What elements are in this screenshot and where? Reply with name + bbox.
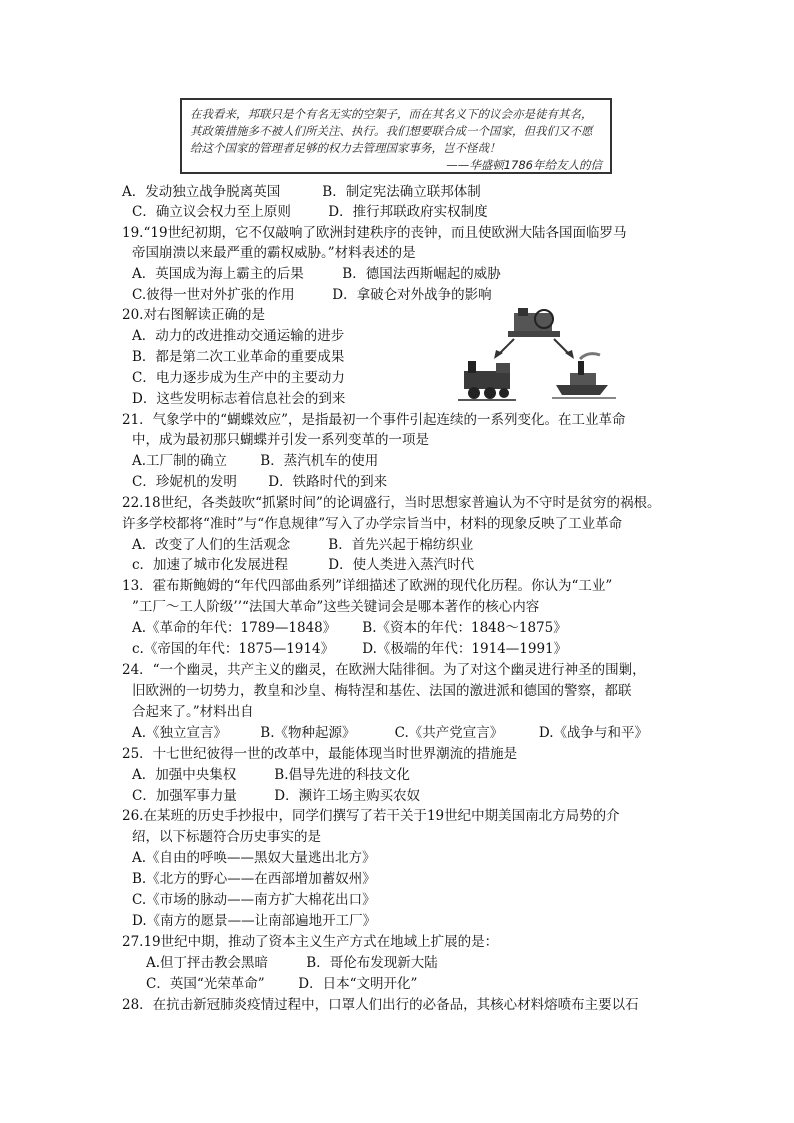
q22-option-d[interactable]: D．使人类进入蒸汽时代 — [328, 557, 475, 573]
arrow-right-icon — [554, 339, 574, 359]
q25-row2 — [132, 786, 420, 806]
q20-option-c[interactable]: C．电力逐步成为生产中的主要动力 — [132, 370, 345, 386]
q26-option-a[interactable]: A.《自由的呼唤——黑奴大量逃出北方》 — [132, 850, 376, 866]
q18-option-b[interactable]: B．制定宪法确立联邦体制 — [322, 184, 481, 200]
q26-stem-line1: 26.在某班的历史手抄报中，同学们撰写了若干关于19世纪中期美国南北方局势的介 — [122, 808, 620, 824]
q27-option-b[interactable]: B．哥伦布发现新大陆 — [306, 955, 438, 971]
q28-stem: 28．在抗击新冠肺炎疫情过程中，口罩人们出行的必备品，其核心材料熔喷布主要以石 — [122, 997, 639, 1013]
q25-stem: 25．十七世纪彼得一世的改革中，最能体现当时世界潮流的措施是 — [122, 746, 518, 762]
q21-option-b[interactable]: B．蒸汽机车的使用 — [260, 453, 379, 469]
q22-stem-line2: 许多学校都将“准时”与“作息规律”写入了办学宗旨当中，材料的现象反映了工业革命 — [122, 516, 623, 532]
q20-figure — [458, 305, 618, 405]
top-machine-icon — [508, 308, 560, 337]
q21-option-a[interactable]: A.工厂制的确立 — [132, 453, 228, 469]
q19-option-a[interactable]: A．英国成为海上霸主的后果 — [132, 266, 304, 282]
q26-option-d[interactable]: D.《南方的愿景——让南部遍地开工厂》 — [132, 913, 377, 929]
q25-option-c[interactable]: C．加强军事力量 — [132, 788, 237, 804]
q23-row2 — [132, 639, 567, 659]
q24-option-d[interactable]: D.《战争与和平》 — [538, 725, 649, 741]
quote-source: ——华盛顿1786年给友人的信 — [446, 158, 602, 172]
q20-option-b[interactable]: B．都是第二次工业革命的重要成果 — [132, 349, 345, 365]
q18-option-a[interactable]: A．发动独立战争脱离英国 — [122, 184, 281, 200]
q21-option-d[interactable]: D．铁路时代的到来 — [268, 474, 388, 490]
q23-stem-line2: ”工厂～工人阶级’’“法国大革命”这些关键词会是哪本著作的核心内容 — [132, 599, 540, 615]
q21-row1 — [132, 451, 378, 471]
q22-stem-line1: 22.18世纪，各类鼓吹“抓紧时间”的论调盛行，当时思想家普遍认为不守时是贫穷的祸根。 — [122, 495, 661, 511]
q27-option-d[interactable]: D．日本“文明开化” — [298, 976, 418, 992]
q24-option-b[interactable]: B.《物种起源》 — [260, 725, 356, 741]
q18-row2 — [132, 202, 488, 222]
q20-stem: 20.对右图解读正确的是 — [122, 307, 265, 323]
q19-option-d[interactable]: D．拿破仑对外战争的影响 — [332, 287, 492, 303]
q24-stem-line1: 24．“一个幽灵，共产主义的幽灵，在欧洲大陆徘徊。为了对这个幽灵进行神圣的围剿， — [122, 662, 646, 678]
q21-option-c[interactable]: C．珍妮机的发明 — [132, 474, 237, 490]
quote-text: 在我看来，邦联只是个有名无实的空架子，而在其名义下的议会亦是徒有其名，其政策措施多不被人们所关注、执行。我们想要联合成一个国家，但我们又不愿给这个国家的管理者足够的权力去管理国家事务，岂不怪哉！ — [190, 107, 593, 155]
q22-option-c[interactable]: c．加速了城市化发展进程 — [132, 557, 289, 573]
q23-option-a[interactable]: A.《革命的年代：1789—1848》 — [132, 620, 337, 636]
q22-row1 — [132, 535, 473, 555]
q18-row1 — [122, 182, 481, 202]
q27-option-c[interactable]: C．英国“光荣革命” — [146, 976, 265, 992]
q19-stem-line1: 19.“19世纪初期，它不仅敲响了欧洲封建秩序的丧钟，而且使欧洲大陆各国面临罗马 — [122, 225, 627, 241]
q23-option-b[interactable]: B.《资本的年代：1848～1875》 — [362, 620, 567, 636]
q18-option-c[interactable]: C．确立议会权力至上原则 — [132, 204, 291, 220]
q26-option-b[interactable]: B.《北方的野心——在西部增加蓄奴州》 — [132, 871, 376, 887]
q25-row1 — [132, 765, 410, 785]
q24-option-a[interactable]: A.《独立宣言》 — [132, 725, 228, 741]
locomotive-icon — [458, 361, 516, 400]
q23-option-d[interactable]: D.《极端的年代：1914—1991》 — [362, 641, 568, 657]
q23-stem-line1: 13．霍布斯鲍姆的“年代四部曲系列”详细描述了欧洲的现代化历程。你认为“工业” — [122, 578, 613, 594]
q20-option-a[interactable]: A．动力的改进推动交通运输的进步 — [132, 328, 345, 344]
q22-option-a[interactable]: A．改变了人们的生活观念 — [132, 537, 291, 553]
q19-row2 — [132, 285, 492, 305]
q26-stem-line2: 绍，以下标题符合历史事实的是 — [132, 829, 321, 845]
steamship-icon — [552, 354, 616, 398]
arrow-left-icon — [494, 339, 514, 359]
q23-option-c[interactable]: c.《帝国的年代：1875—1914》 — [132, 641, 335, 657]
q22-row2 — [132, 555, 474, 575]
q25-option-d[interactable]: D．濒许工场主购买农奴 — [274, 788, 421, 804]
q21-row2 — [132, 472, 387, 492]
q24-row1 — [132, 723, 648, 743]
q18-option-d[interactable]: D．推行邦联政府实权制度 — [328, 204, 488, 220]
q19-stem-line2: 帝国崩溃以来最严重的霸权威胁。”材料表述的是 — [132, 245, 416, 261]
q21-stem-line2: 中，成为最初那只蝴蝶并引发一系列变革的一项是 — [132, 432, 429, 448]
quote-box — [180, 98, 612, 174]
q25-option-b[interactable]: B.倡导先进的科技文化 — [274, 767, 411, 783]
q27-option-a[interactable]: A.但丁抨击教会黑暗 — [146, 955, 269, 971]
q19-option-b[interactable]: B．德国法西斯崛起的威胁 — [342, 266, 501, 282]
q25-option-a[interactable]: A．加强中央集权 — [132, 767, 237, 783]
q27-row2 — [146, 974, 417, 994]
q23-row1 — [132, 618, 567, 638]
q24-stem-line3: 合起来了。”材料出自 — [132, 704, 254, 720]
q19-option-c[interactable]: C.彼得一世对外扩张的作用 — [132, 287, 295, 303]
q22-option-b[interactable]: B．首先兴起于棉纺织业 — [328, 537, 474, 553]
q26-option-c[interactable]: C.《市场的脉动——南方扩大棉花出口》 — [132, 892, 376, 908]
q24-stem-line2: 旧欧洲的一切势力，教皇和沙皇、梅特涅和基佐、法国的激进派和德国的警察，都联 — [132, 683, 632, 699]
q21-stem-line1: 21．气象学中的“蝴蝶效应”，是指最初一个事件引起连续的一系列变化。在工业革命 — [122, 412, 626, 428]
q24-option-c[interactable]: C.《共产党宣言》 — [394, 725, 504, 741]
q19-row1 — [132, 264, 501, 284]
q27-stem: 27.19世纪中期，推动了资本主义生产方式在地域上扩展的是： — [122, 934, 499, 950]
q20-option-d[interactable]: D．这些发明标志着信息社会的到来 — [132, 391, 346, 407]
q27-row1 — [146, 953, 438, 973]
